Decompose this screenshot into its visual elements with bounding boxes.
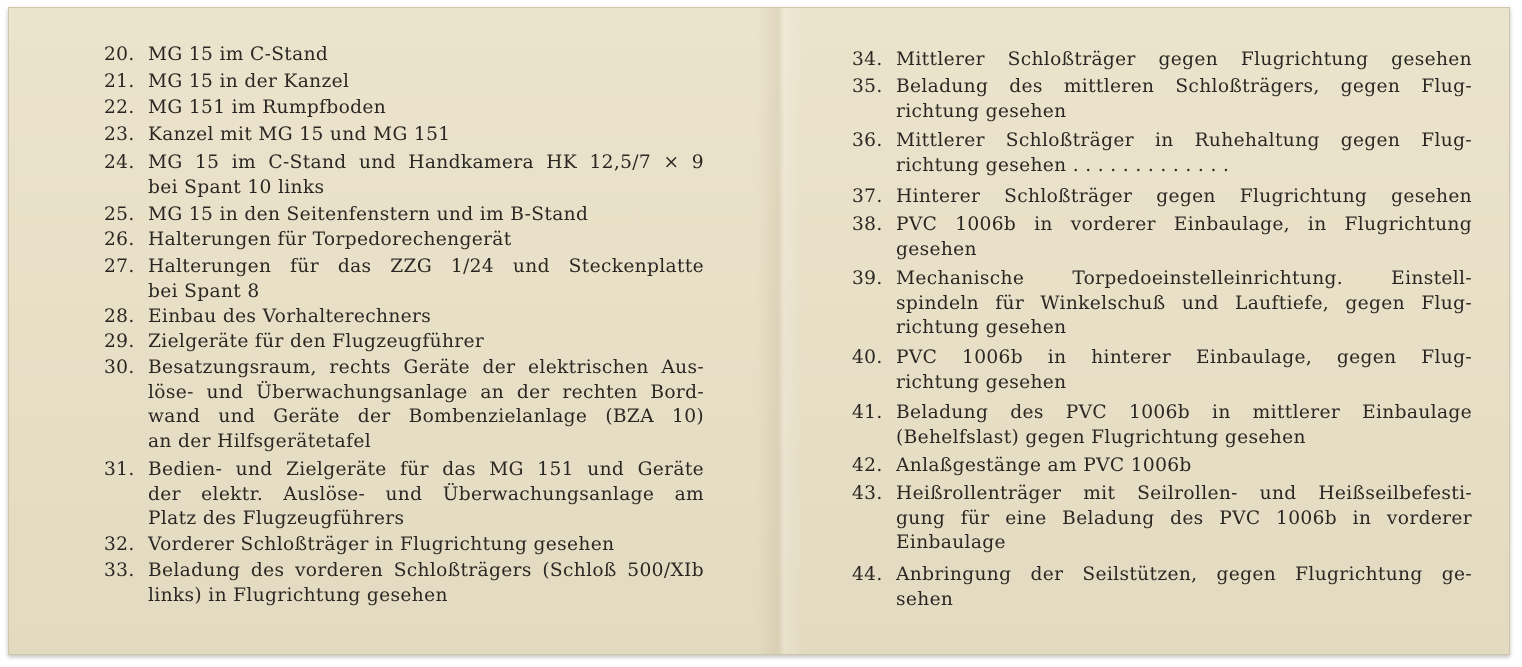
item-text: Anbringung der Seilstützen, gegen Flugrichtung ge-: [896, 564, 1472, 585]
list-item: [852, 48, 1472, 73]
item-text: MG 15 im C-Stand: [148, 44, 329, 65]
item-number: 20.: [104, 44, 135, 65]
item-text: Heißrollenträger mit Seilrollen- und Heißseilbefesti-: [896, 483, 1472, 504]
list-item: [104, 305, 704, 330]
item-text: Einbaulage: [896, 532, 1006, 554]
list-item: [104, 255, 704, 304]
item-number: 36.: [852, 130, 883, 151]
item-text: sehen: [896, 588, 954, 610]
item-number: 21.: [104, 71, 135, 92]
list-item: [104, 330, 704, 355]
item-text: Vorderer Schloßträger in Flugrichtung gesehen: [148, 534, 615, 555]
item-text: richtung gesehen: [896, 317, 1067, 339]
center-fold: [757, 8, 803, 654]
item-number: 23.: [104, 124, 135, 145]
item-text: richtung gesehen: [896, 371, 1067, 393]
item-text: gesehen: [896, 238, 977, 260]
item-text: Mechanische Torpedoeinstelleinrichtung. Einstell-: [896, 268, 1472, 289]
item-text: Kanzel mit MG 15 und MG 151: [148, 124, 451, 145]
list-item: [104, 96, 704, 121]
item-number: 39.: [852, 268, 883, 289]
item-text: Zielgeräte für den Flugzeugführer: [148, 331, 485, 352]
item-number: 35.: [852, 76, 883, 97]
list-item: [852, 75, 1472, 124]
item-text: an der Hilfsgerätetafel: [148, 430, 372, 452]
document-page: [8, 7, 1510, 655]
list-item: [104, 203, 704, 228]
item-text: Beladung des mittleren Schloßträgers, gegen Flug-: [896, 76, 1472, 97]
item-text: spindeln für Winkelschuß und Lauftiefe, gegen Flug-: [896, 292, 1472, 314]
item-number: 38.: [852, 214, 883, 235]
list-item: [104, 70, 704, 95]
item-text: gung für eine Beladung des PVC 1006b in vorderer: [896, 507, 1472, 529]
item-text: PVC 1006b in hinterer Einbaulage, gegen Flug-: [896, 347, 1472, 368]
item-number: 33.: [104, 560, 135, 581]
item-number: 27.: [104, 256, 135, 277]
item-text: löse- und Überwachungsanlage an der rechten Bord-: [148, 381, 704, 403]
item-text: MG 151 im Rumpfboden: [148, 97, 387, 118]
item-number: 24.: [104, 152, 135, 173]
item-text: PVC 1006b in vorderer Einbaulage, in Flugrichtung: [896, 214, 1472, 235]
item-text: bei Spant 8: [148, 280, 260, 302]
item-number: 31.: [104, 459, 135, 480]
list-item: [104, 458, 704, 532]
item-number: 37.: [852, 186, 883, 207]
item-text: richtung gesehen . . . . . . . . . . . . .: [896, 154, 1230, 176]
list-item: [852, 563, 1472, 612]
item-text: Halterungen für Torpedorechengerät: [148, 229, 512, 250]
item-text: Mittlerer Schloßträger in Ruhehaltung gegen Flug-: [896, 130, 1472, 151]
item-text: der elektr. Auslöse- und Überwachungsanlage am: [148, 483, 704, 505]
list-item: [852, 267, 1472, 341]
item-number: 34.: [852, 49, 883, 70]
item-text: Halterungen für das ZZG 1/24 und Steckenplatte: [148, 256, 704, 277]
item-number: 22.: [104, 97, 135, 118]
item-number: 41.: [852, 402, 883, 423]
item-text: Mittlerer Schloßträger gegen Flugrichtung gesehen: [896, 49, 1472, 70]
item-text: richtung gesehen: [896, 100, 1067, 122]
list-item: [104, 559, 704, 608]
list-item: [852, 129, 1472, 178]
item-text: Anlaßgestänge am PVC 1006b: [896, 455, 1192, 476]
item-text: MG 15 in der Kanzel: [148, 71, 350, 92]
list-item: [104, 228, 704, 253]
item-text: Hinterer Schloßträger gegen Flugrichtung gesehen: [896, 186, 1472, 207]
list-item: [852, 213, 1472, 262]
item-number: 44.: [852, 564, 883, 585]
item-text: wand und Geräte der Bombenzielanlage (BZA 10): [148, 406, 704, 428]
item-number: 40.: [852, 347, 883, 368]
list-item: [852, 346, 1472, 395]
item-text: bei Spant 10 links: [148, 176, 325, 198]
item-text: Besatzungsraum, rechts Geräte der elektrischen Aus-: [148, 357, 704, 378]
list-item: [852, 482, 1472, 556]
item-number: 25.: [104, 204, 135, 225]
list-item: [852, 185, 1472, 210]
list-item: [104, 151, 704, 200]
item-number: 28.: [104, 306, 135, 327]
item-text: (Behelfslast) gegen Flugrichtung gesehen: [896, 426, 1306, 448]
item-text: Platz des Flugzeugführers: [148, 508, 405, 530]
item-text: Beladung des PVC 1006b in mittlerer Einbaulage: [896, 402, 1472, 423]
item-text: MG 15 im C-Stand und Handkamera HK 12,5/7 × 9: [148, 152, 704, 173]
list-item: [852, 401, 1472, 450]
list-item: [104, 533, 704, 558]
item-number: 32.: [104, 534, 135, 555]
list-item: [852, 454, 1472, 479]
list-item: [104, 43, 704, 68]
item-number: 26.: [104, 229, 135, 250]
item-text: Beladung des vorderen Schloßträgers (Schloß 500/XIb: [148, 560, 704, 581]
item-text: Bedien- und Zielgeräte für das MG 151 und Geräte: [148, 459, 704, 480]
item-text: links) in Flugrichtung gesehen: [148, 584, 448, 606]
list-item: [104, 356, 704, 454]
item-number: 30.: [104, 357, 135, 378]
item-text: Einbau des Vorhalterechners: [148, 306, 432, 327]
item-text: MG 15 in den Seitenfenstern und im B-Stand: [148, 204, 589, 225]
item-number: 43.: [852, 483, 883, 504]
item-number: 42.: [852, 455, 883, 476]
list-item: [104, 123, 704, 148]
item-number: 29.: [104, 331, 135, 352]
